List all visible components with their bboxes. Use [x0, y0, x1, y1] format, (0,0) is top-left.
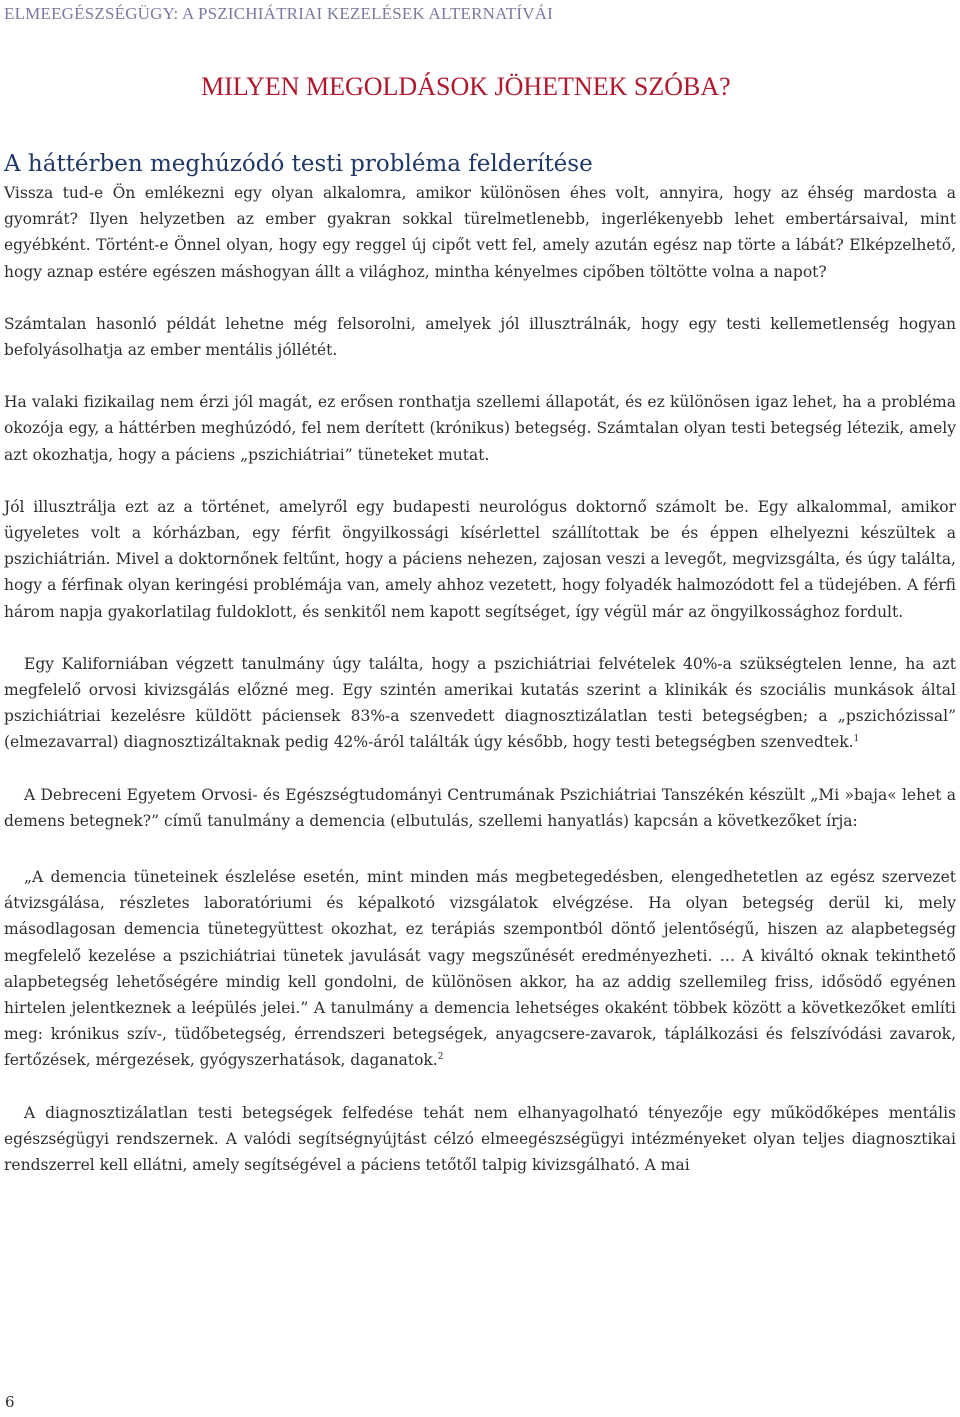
paragraph: A diagnosztizálatlan testi betegségek felfedése tehát nem elhanyagolható tényezője egy működőképes mentális egészségügyi rendszernek. A valódi segítségnyújtást célzó elmeegészségügyi intézményeket olyan teljes diagnosztikai rendszerrel kell ellátni, amely segítségével a páciens tetőtől talpig kivizsgálható. A mai [4, 1103, 956, 1175]
page-number: 6 [5, 1393, 15, 1411]
footnote-marker: 2 [437, 1052, 444, 1063]
section-title: MILYEN MEGOLDÁSOK JÖHETNEK SZÓBA? [201, 72, 731, 101]
paragraph: Vissza tud-e Ön emlékezni egy olyan alkalomra, amikor különösen éhes volt, annyira, hogy az éhség mardosta a gyomrát? Ilyen helyzetben az ember gyakran sokkal türelmetlenebb, ingerlékenyebb lehet embertársaival, mint egyébként. Történt-e Önnel olyan, hogy egy reggel új cipőt vett fel, amely azután egész nap törte a lábát? Elképzelhető, hogy aznap estére egészen máshogyan állt a világhoz, mintha kényelmes cipőben töltötte volna a napot? [4, 184, 956, 281]
subsection-title: A háttérben meghúzódó testi probléma felderítése [4, 151, 593, 177]
paragraph: Számtalan hasonló példát lehetne még felsorolni, amelyek jól illusztrálnák, hogy egy testi kellemetlenség hogyan befolyásolhatja az ember mentális jóllétét. [4, 314, 956, 360]
article-body [4, 180, 956, 1178]
running-header: ELMEEGÉSZSÉGÜGY: A PSZICHIÁTRIAI KEZELÉSEK ALTERNATÍVÁI [4, 4, 554, 23]
paragraph-text: Egy Kaliforniában végzett tanulmány úgy találta, hogy a pszichiátriai felvételek 40%-a szükségtelen lenne, ha azt megfelelő orvosi kivizsgálás előzné meg. Egy szintén amerikai kutatás szerint a klinikák és szociális munkások által pszichiátriai kezelésre küldött páciensek 83%-a szenvedett diagnosztizálatlan testi betegségben; a „pszichózissal” (elmezavarral) diagnosztizáltaknak pedig 42%-áról találták úgy később, hogy testi betegségben szenvedtek. [4, 654, 956, 752]
footnote-marker: 1 [853, 734, 860, 745]
paragraph: A Debreceni Egyetem Orvosi- és Egészségtudományi Centrumának Pszichiátriai Tanszékén készült „Mi »baja« lehet a demens betegnek?” című tanulmány a demencia (elbutulás, szellemi hanyatlás) kapcsán a következőket írja: [4, 785, 956, 830]
paragraph-text: „A demencia tüneteinek észlelése esetén, mint minden más megbetegedésben, elengedhetetlen az egész szervezet átvizsgálása, részletes laboratóriumi és képalkotó vizsgálatok elvégzése. Ha olyan betegség derül ki, mely másodlagosan demencia tünetegyüttest okozhat, ez terápiás szempontból döntő jelentőségű, hiszen az alapbetegség megfelelő kezelése a pszichiátriai tünetek javulását vagy megszűnését eredményezheti. … A kiváltó oknak tekinthető alapbetegség lehetőségére mindig kell gondolni, de különösen akkor, ha az addig szellemileg friss, idősödő egyénen hirtelen jelentkeznek a leépülés jelei.” A tanulmány a demencia lehetséges okaként többek között a következőket említi meg: krónikus szív-, tüdőbetegség, érrendszeri betegségek, anyagcsere-zavarok, táplálkozási és felszívódási zavarok, fertőzések, mérgezések, gyógyszerhatások, daganatok. [4, 868, 956, 1070]
paragraph [4, 651, 956, 756]
paragraph: Ha valaki fizikailag nem érzi jól magát, ez erősen ronthatja szellemi állapotát, és ez különösen igaz lehet, ha a probléma okozója egy, a háttérben meghúzódó, fel nem derített (krónikus) betegség. Számtalan olyan testi betegség létezik, amely azt okozhatja, hogy a páciens „pszichiátriai” tüneteket mutat. [4, 393, 956, 464]
quote-paragraph [4, 864, 956, 1074]
paragraph: Jól illusztrálja ezt az a történet, amelyről egy budapesti neurológus doktornő számolt be. Egy alkalommal, amikor ügyeletes volt a kórházban, egy férfit öngyilkossági kísérlettel szállítottak be és éppen elhelyezni készültek a pszichiátrián. Mivel a doktornőnek feltűnt, hogy a páciens nehezen, zajosan veszi a levegőt, megvizsgálta, és úgy találta, hogy a férfinak olyan keringési problémája van, amely ahhoz vezetett, hogy folyadék halmozódott fel a tüdejében. A férfi három napja gyakorlatilag fuldoklott, és senkitől nem kapott segítséget, így végül már az öngyilkossághoz fordult. [4, 497, 956, 621]
